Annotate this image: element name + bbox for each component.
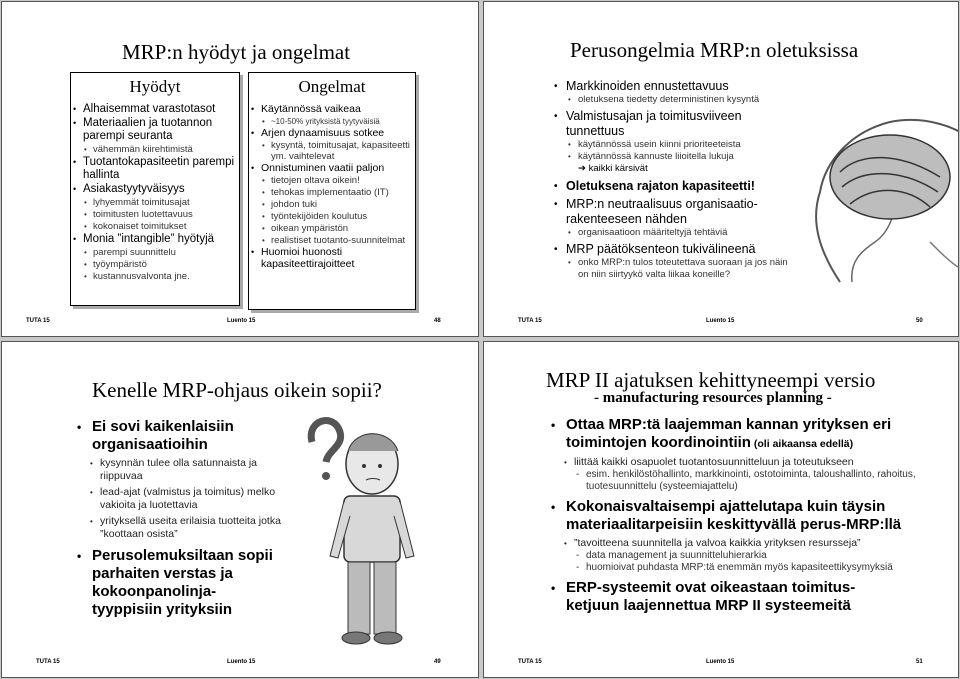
boy-illustration <box>290 406 430 651</box>
slide-48 <box>1 1 479 337</box>
page-number: 48 <box>434 318 441 324</box>
list-item: • ”tavoitteena suunnitella ja valvoa kaikkia yrityksen resursseja” <box>546 537 946 550</box>
slide-title: Perusongelmia MRP:n oletuksissa <box>570 38 859 62</box>
list-item: • liittää kaikki osapuolet tuotantosuunnitteluun ja toteutukseen <box>546 456 946 469</box>
list-item: • Asiakastyytyväisyys <box>71 183 239 196</box>
list-item: • Monia ”intangible” hyötyjä <box>71 233 239 246</box>
list-item: • Valmistusajan ja toimitusviiveen tunnettuus <box>550 109 786 139</box>
list-item: • organisaatioon määriteltyjä tehtäviä <box>550 227 870 239</box>
list-item: - huomioivat puhdasta MRP:tä enemmän myös kapasiteettikysymyksiä <box>546 562 946 574</box>
list-item: • kysyntä, toimitusajat, kapasiteetti ym. vaihtelevat <box>249 140 415 162</box>
list-item: • työntekijöiden koulutus <box>249 211 415 223</box>
list-item: • ERP-systeemit ovat oikeastaan toimitus-ketjuun laajennettua MRP II systeemeitä <box>546 579 886 615</box>
list-item: • kysynnän tulee olla satunnaista ja riippuvaa <box>72 457 282 483</box>
list-item: • onko MRP:n tulos toteutettava suoraan ja jos näin on niin siirtyykö valta liikaa koneille? <box>550 257 796 281</box>
list-item: • vähemmän kiirehtimistä <box>71 144 239 156</box>
list-item: • parempi suunnittelu <box>71 247 239 259</box>
list-item: • toimitusten luotettavuus <box>71 209 239 221</box>
list-item-text: Ottaa MRP:tä laajemman kannan yrityksen eri toimintojen koordinointiin <box>566 416 892 451</box>
list-item: • Ei sovi kaikenlaisiin organisaatioihin <box>72 418 282 454</box>
list-item: • kokonaiset toimitukset <box>71 221 239 233</box>
slide-title: MRP:n hyödyt ja ongelmat <box>122 40 351 64</box>
list-item: • Onnistuminen vaatii paljon <box>249 162 415 174</box>
list-item: • johdon tuki <box>249 199 415 211</box>
slide-title: MRP II ajatuksen kehittyneempi versio <box>546 368 876 392</box>
list-item: • Alhaisemmat varastotasot <box>71 103 239 116</box>
list-item: • käytännössä kannuste liioitella lukuja <box>550 151 870 163</box>
footer-center: Luento 15 <box>227 659 256 665</box>
list-item: • kustannusvalvonta jne. <box>71 271 239 283</box>
page-number: 51 <box>916 659 923 665</box>
list-item: • Kokonaisvaltaisempi ajattelutapa kuin täysin materiaalitarpeisiin keskittyvällä perus-MRP:llä <box>546 498 946 534</box>
list-item <box>546 416 946 453</box>
footer-left: TUTA 15 <box>518 318 542 324</box>
list-item: • Materiaalien ja tuotannon parempi seuranta <box>71 117 239 143</box>
list-item: • yrityksellä useita erilaisia tuotteita jotka ”koottaan osista” <box>72 515 282 541</box>
footer-center: Luento 15 <box>706 659 735 665</box>
problems-box <box>248 72 416 310</box>
footer-left: TUTA 15 <box>518 659 542 665</box>
list-item: • tietojen oltava oikein! <box>249 175 415 187</box>
list-item: • käytännössä usein kiinni prioriteeteista <box>550 139 870 151</box>
slide-title: Kenelle MRP-ohjaus oikein sopii? <box>92 378 382 402</box>
list-item: • realistiset tuotanto-suunnitelmat <box>249 235 415 246</box>
list-item: • MRP päätöksenteon tukivälineenä <box>550 242 870 257</box>
list-item: • ~10-50% yrityksistä tyytyväisiä <box>249 116 415 127</box>
list-item: • tehokas implementaatio (IT) <box>249 187 415 199</box>
slide-50 <box>483 1 959 337</box>
list-item: • Tuotantokapasiteetin parempi hallinta <box>71 156 239 182</box>
list-item: • työympäristö <box>71 259 239 271</box>
footer-left: TUTA 15 <box>26 318 50 324</box>
list-item: • Arjen dynaamisuus sotkee <box>249 127 415 139</box>
slide-49 <box>1 341 479 678</box>
footer-center: Luento 15 <box>227 318 256 324</box>
list-item: • Käytännössä vaikeaa <box>249 103 415 115</box>
list-item: - esim. henkilöstöhallinto, markkinointi, ostotoiminta, taloushallinto, rahoitus, tuotesuunnittelu (systeemiajattelu) <box>546 469 946 493</box>
page-number: 50 <box>916 318 923 324</box>
benefits-box <box>70 72 240 306</box>
list-item: • lead-ajat (valmistus ja toimitus) melko vakioita ja luotettavia <box>72 486 282 512</box>
list-item: • Oletuksena rajaton kapasiteetti! <box>550 179 870 194</box>
list-item: - data management ja suunnitteluhierarkia <box>546 550 946 562</box>
problems-heading: Ongelmat <box>298 77 366 96</box>
list-item: ➔ kaikki kärsivät <box>578 163 648 174</box>
list-item: • Markkinoiden ennustettavuus <box>550 79 870 94</box>
slide-subtitle: - manufacturing resources planning - <box>594 390 832 406</box>
list-item-suffix: (oli aikaansa edellä) <box>750 438 854 450</box>
slide-51 <box>483 341 959 678</box>
list-item: • lyhyemmät toimitusajat <box>71 197 239 209</box>
list-item: • Perusolemuksiltaan sopii parhaiten verstas ja kokoonpanolinja-tyyppisiin yrityksiin <box>72 547 282 619</box>
footer-center: Luento 15 <box>706 318 735 324</box>
footer-left: TUTA 15 <box>36 659 60 665</box>
list-item: • Huomioi huonosti kapasiteettirajoitteet <box>249 246 415 270</box>
page-number: 49 <box>434 659 441 665</box>
list-item: • oletuksena tiedetty deterministinen kysyntä <box>550 94 870 106</box>
benefits-heading: Hyödyt <box>129 77 181 96</box>
list-item: • MRP:n neutraalisuus organisaatio-rakenteeseen nähden <box>550 197 806 227</box>
list-item: • oikean ympäristön <box>249 223 415 235</box>
